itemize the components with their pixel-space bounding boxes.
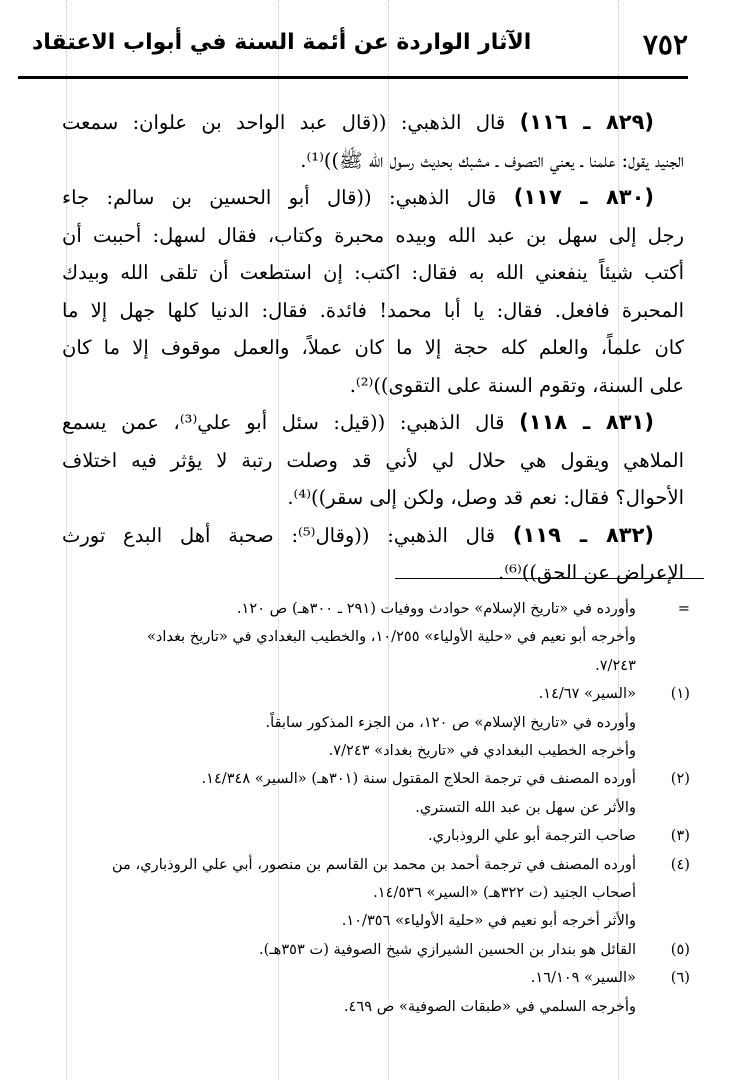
entry-line: الأحوال؟ فقال: نعم قد وصل، ولكن إلى سقر))⁽⁴⁾. <box>287 486 684 509</box>
entry-line: قال الذهبي: ((قيل: سئل أبو علي⁽³⁾، عمن يسمع <box>62 411 505 434</box>
footnotes <box>92 595 688 1021</box>
entry-line: الملاهي ويقول هي حلال لي لأني قد وصلت رتبة لا يؤثر فيه اختلاف <box>62 448 684 472</box>
footnote-marker: (١) <box>670 685 690 703</box>
entry-line: الإعراض عن الحق))⁽⁶⁾. <box>498 561 684 584</box>
entry-number: (٨٣٢ ـ ١١٩) <box>512 522 655 547</box>
footnote-line: القائل هو بندار بن الحسين الشيرازي شيخ الصوفية (ت ٣٥٣هـ). <box>259 940 636 958</box>
entry <box>62 104 684 179</box>
entry-line: المحبرة فافعل. فقال: يا أبا محمد! فائدة. فقال: الدنيا كلها جهل إلا ما <box>62 298 684 322</box>
footnote-line: وأخرجه السلمي في «طبقات الصوفية» ص ٤٦٩. <box>343 997 636 1015</box>
footnote-line: صاحب الترجمة أبو علي الروذباري. <box>427 827 636 845</box>
footnote-line: «السير» ١٦/١٠٩. <box>530 969 636 987</box>
footnote-line: «السير» ١٤/٦٧. <box>538 685 636 703</box>
footnote <box>92 595 688 680</box>
footnote-line: وأورده في «تاريخ الإسلام» ص ١٢٠، من الجزء المذكور سابقاً. <box>265 713 636 731</box>
footnote <box>92 680 688 765</box>
footnote <box>92 765 688 822</box>
footnote-marker: (٥) <box>670 940 690 958</box>
entry-line: رجل إلى سهل بن عبد الله وبيده محبرة وكتاب، فقال لسهل: أحببت أن <box>62 223 684 247</box>
entry <box>62 179 684 404</box>
footnote-line: والأثر أخرجه أبو نعيم في «حلية الأولياء» ١٠/٣٥٦. <box>341 912 636 930</box>
page-header <box>20 22 688 74</box>
footnote-line: وأخرجه أبو نعيم في «حلية الأولياء» ١٠/٢٥٥، والخطيب البغدادي في «تاريخ بغداد» <box>146 628 636 646</box>
footnote-line: ٧/٢٤٣. <box>595 656 636 674</box>
entry-number: (٨٣١ ـ ١١٨) <box>519 410 654 434</box>
entry-line: قال الذهبي: ((قال أبو الحسين بن سالم: جاء <box>62 186 497 209</box>
footnote-line: أورده المصنف في ترجمة أحمد بن محمد بن القاسم بن منصور، أبي علي الروذباري، من <box>111 855 636 873</box>
footnote <box>92 822 688 850</box>
running-title: الآثار الواردة عن أئمة السنة في أبواب الاعتقاد <box>32 30 532 55</box>
footnote-line: وأخرجه الخطيب البغدادي في «تاريخ بغداد» ٧/٢٤٣. <box>328 742 636 760</box>
footnote-line: والأثر عن سهل بن عبد الله التستري. <box>415 798 636 816</box>
entry-line: كان علماً، والعلم كله حجة إلا ما كان عملاً، والعمل موقوف إلا ما كان <box>62 336 684 359</box>
footnote <box>92 936 688 964</box>
footnote-marker: (٦) <box>670 969 690 987</box>
entry-line: على السنة، وتقوم السنة على التقوى))⁽²⁾. <box>349 373 684 397</box>
footnote-line: أورده المصنف في ترجمة الحلاج المقتول سنة (٣٠١هـ) «السير» ١٤/٣٤٨. <box>201 770 636 788</box>
footnote <box>92 964 688 1021</box>
page-number: ٧٥٢ <box>642 28 688 61</box>
footnote <box>92 851 688 936</box>
footnote-marker: (٣) <box>670 827 690 845</box>
entry-line: أكتب شيئاً ينفعني الله به فقال: اكتب: إن استطعت أن تلقى الله وبيدك <box>62 261 684 284</box>
entry-number: (٨٣٠ ـ ١١٧) <box>513 185 654 209</box>
entry <box>62 404 684 517</box>
footnote-marker: (٤) <box>670 855 690 873</box>
footnote-marker: (٢) <box>670 770 690 788</box>
entry-number: (٨٢٩ ـ ١١٦) <box>519 110 654 134</box>
header-rule <box>18 76 688 79</box>
entry <box>62 517 684 592</box>
entry-line: الجنيد يقول: علمنا ـ يعني التصوف ـ مشبك بحديث رسول الله ﷺ))⁽¹⁾. <box>300 148 684 172</box>
footnote-marker: = <box>677 600 690 617</box>
footnote-line: أصحاب الجنيد (ت ٣٢٢هـ) «السير» ١٤/٥٣٦. <box>373 884 636 902</box>
main-text <box>62 104 684 592</box>
entry-line: قال الذهبي: ((قال عبد الواحد بن علوان: سمعت <box>62 111 506 134</box>
footnote-line: وأورده في «تاريخ الإسلام» حوادث ووفيات (٢٩١ ـ ٣٠٠هـ) ص ١٢٠. <box>236 600 636 617</box>
footnote-separator <box>395 578 704 579</box>
entry-line: قال الذهبي: ((وقال⁽⁵⁾: صحبة أهل البدع تورث <box>62 523 496 547</box>
